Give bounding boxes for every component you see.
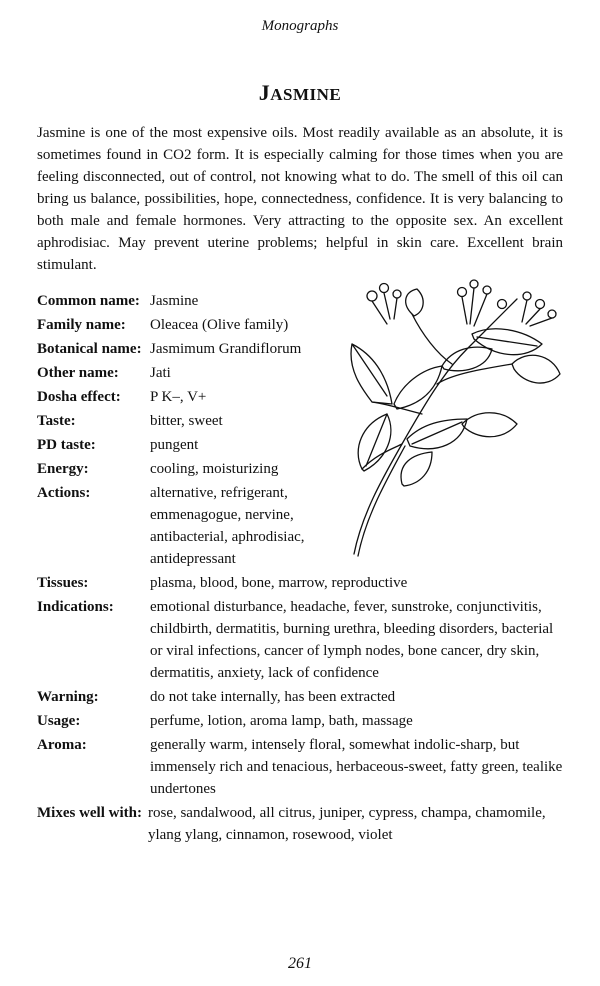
property-row xyxy=(37,458,567,480)
running-head: Monographs xyxy=(261,18,339,34)
property-value: rose, sandalwood, all citrus, juniper, cypress, champa, chamomile, ylang ylang, cinnamon, rosewood, violet xyxy=(147,805,546,843)
property-value: emotional disturbance, headache, fever, sunstroke, conjunctivitis, childbirth, dermatitis, burning urethra, bleeding disorders, bacterial or viral infections, cancer of lymph nodes, bone cancer, dry skin, dermatitis, anxiety, lack of confidence xyxy=(150,599,554,681)
page-title xyxy=(0,80,600,106)
property-value: pungent xyxy=(150,437,199,453)
property-value: bitter, sweet xyxy=(150,413,223,429)
page-number: 261 xyxy=(288,955,312,972)
property-row xyxy=(37,686,567,708)
property-label: Other name: xyxy=(37,365,119,381)
property-row xyxy=(37,410,567,432)
property-label: Botanical name: xyxy=(37,341,142,357)
property-row xyxy=(37,290,567,312)
property-value: Jati xyxy=(150,365,171,381)
property-value: P K–, V+ xyxy=(150,389,207,405)
property-label: Energy: xyxy=(37,461,89,477)
property-value: Jasmine xyxy=(150,293,199,309)
property-label: Aroma: xyxy=(37,737,87,753)
property-label: Usage: xyxy=(37,713,81,729)
property-value: perfume, lotion, aroma lamp, bath, massage xyxy=(150,713,413,729)
property-value: alternative, refrigerant, emmenagogue, nervine, antibacterial, aphrodisiac, antidepressant xyxy=(150,485,305,567)
property-value: generally warm, intensely floral, somewhat indolic-sharp, but immensely rich and tenacious, herbaceous-sweet, fatty green, tealike undertones xyxy=(150,737,563,797)
property-label: PD taste: xyxy=(37,437,96,453)
property-row xyxy=(37,572,567,594)
property-value: do not take internally, has been extracted xyxy=(150,689,396,705)
property-label: Mixes well with: xyxy=(37,805,142,821)
property-label: Actions: xyxy=(37,485,91,501)
property-row xyxy=(37,482,567,570)
property-row xyxy=(37,386,567,408)
property-row xyxy=(37,734,567,800)
property-label: Dosha effect: xyxy=(37,389,121,405)
property-label: Family name: xyxy=(37,317,126,333)
property-row xyxy=(37,362,567,384)
property-label: Taste: xyxy=(37,413,76,429)
property-label: Indications: xyxy=(37,599,114,615)
property-label: Common name: xyxy=(37,293,140,309)
property-row xyxy=(37,314,567,336)
property-value: cooling, moisturizing xyxy=(150,461,279,477)
property-row xyxy=(37,434,567,456)
title-rest: ASMINE xyxy=(270,85,342,104)
property-row xyxy=(37,710,567,732)
property-row xyxy=(37,802,567,846)
property-row xyxy=(37,596,567,684)
property-value: Jasmimum Grandiflorum xyxy=(150,341,302,357)
intro-paragraph: Jasmine is one of the most expensive oils. Most readily available as an absolute, it is sometimes found in CO2 form. It is especially calming for those times when you are feeling disconnected, out of control, not knowing what to do. The smell of this oil can bring us balance, possibilities, hope, connectedness, confidence. It is very balancing to both male and female hormones. Very attracting to the opposite sex. An excellent aphrodisiac. May prevent uterine problems; helpful in skin care. Excellent brain stimulant. xyxy=(37,125,563,273)
property-value: Oleacea (Olive family) xyxy=(150,317,289,333)
property-label: Tissues: xyxy=(37,575,89,591)
title-initial: J xyxy=(258,80,271,105)
property-row xyxy=(37,338,567,360)
property-list xyxy=(37,290,567,848)
property-value: plasma, blood, bone, marrow, reproductive xyxy=(150,575,408,591)
property-label: Warning: xyxy=(37,689,99,705)
